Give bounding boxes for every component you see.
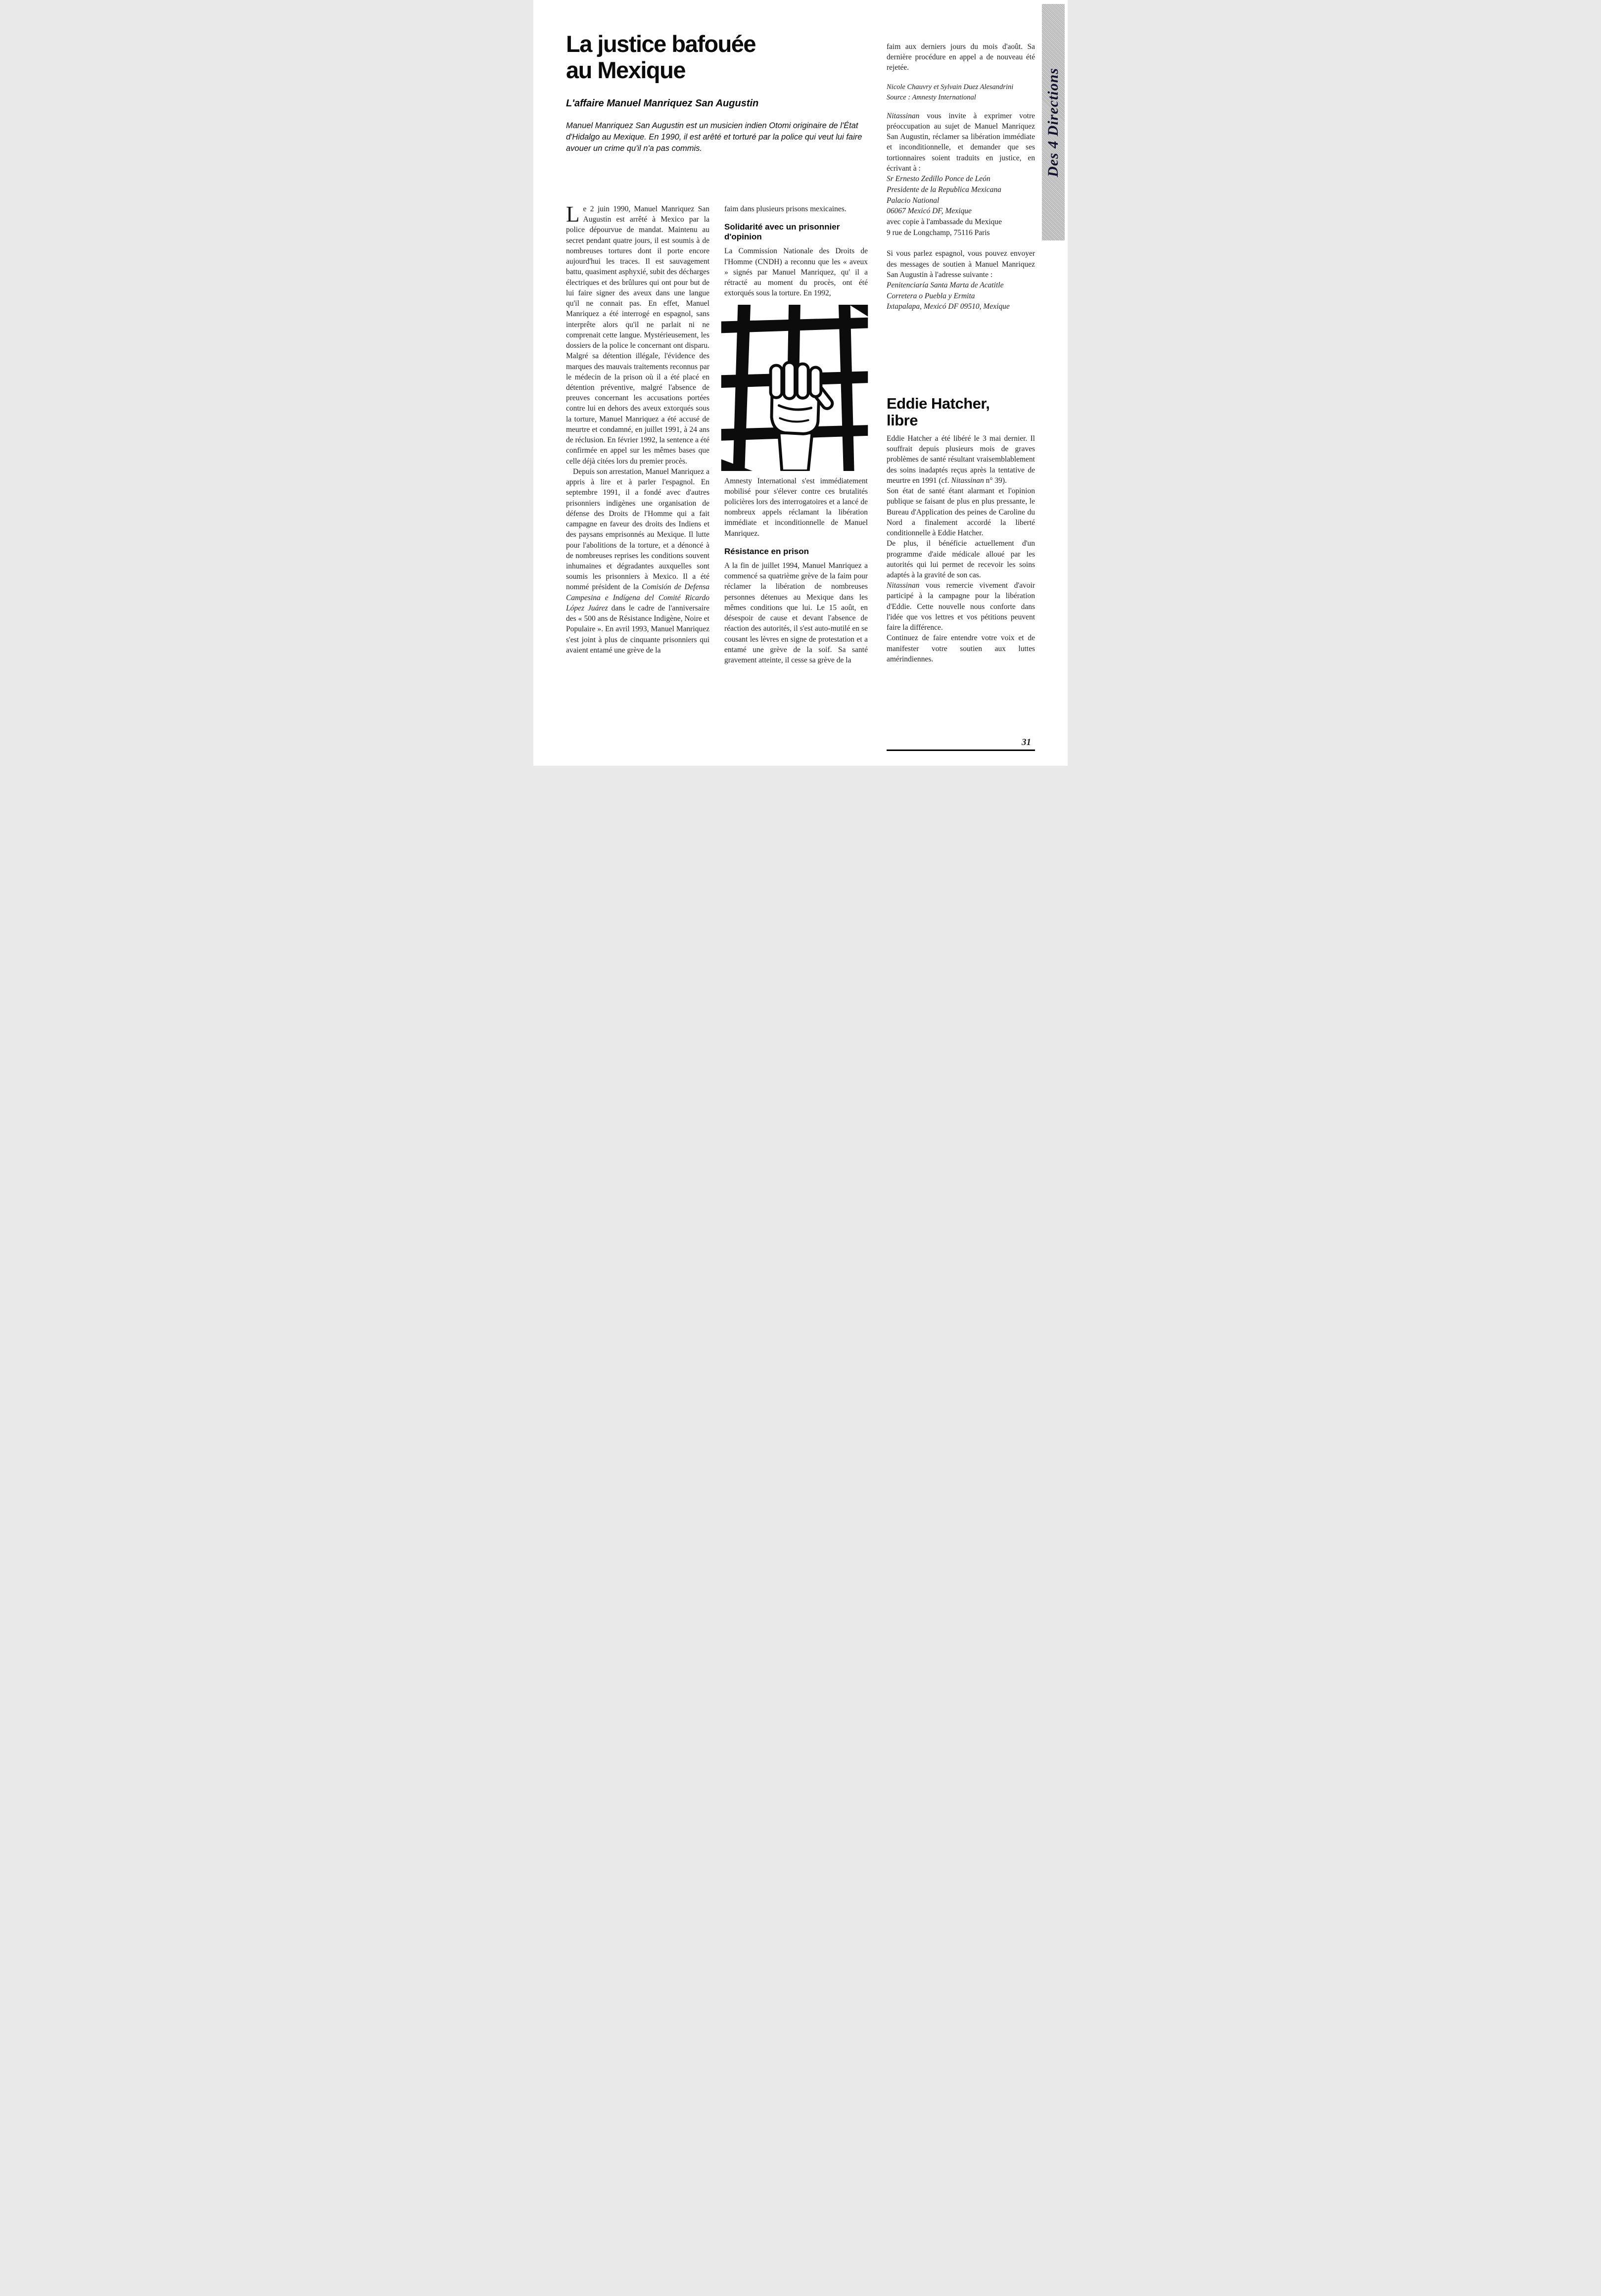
article-eddie-hatcher — [887, 395, 1035, 664]
eddie-title-line1: Eddie Hatcher, — [887, 395, 990, 413]
body-paragraph: Continuez de faire entendre votre voix et de manifester votre soutien aux luttes amérindiennes. — [887, 634, 1035, 663]
body-paragraph — [566, 204, 709, 467]
paragraph-text: dans le cadre de l'anniversaire des « 500 ans de Résistance Indigène, Noire et Populaire ». En avril 1993, Manuel Manriquez s'est joint à plus de cinquante prisonniers qui avaient entamé une grève de la — [566, 604, 709, 655]
column-1 — [566, 204, 709, 656]
address-president — [887, 174, 1035, 217]
column-3 — [887, 42, 1035, 664]
eddie-title — [887, 395, 1035, 428]
column-2 — [724, 204, 868, 665]
copy-note — [887, 217, 1035, 238]
organization-name: Comisión de Defensa Campesina e Indígena del Comité Ricardo López Juárez — [566, 583, 709, 612]
body-paragraph — [566, 467, 709, 656]
address-line: Sr Ernesto Zedillo Ponce de León — [887, 175, 990, 184]
body-paragraph: faim aux derniers jours du mois d'août. Sa dernière procédure en appel a de nouveau été rejetée. — [887, 43, 1035, 72]
address-line: 06067 Mexicó DF, Mexique — [887, 207, 972, 216]
address-line: Corretera o Puebla y Ermita — [887, 291, 975, 300]
page-title — [566, 31, 873, 83]
byline-authors: Nicole Chauvry et Sylvain Duez Alesandrini — [887, 83, 1014, 91]
section-banner — [1042, 4, 1065, 240]
hand-on-bars-illustration — [720, 305, 869, 471]
body-paragraph: Si vous parlez espagnol, vous pouvez envoyer des messages de soutien à Manuel Manriquez San Augustin à l'adresse suivante : — [887, 249, 1035, 279]
title-line-1: La justice bafouée — [566, 31, 756, 57]
magazine-page — [533, 0, 1068, 766]
article-header — [566, 31, 873, 155]
address-line: Palacio National — [887, 196, 940, 205]
body-paragraph: faim dans plusieurs prisons mexicaines. — [724, 205, 847, 213]
body-paragraph: Amnesty International s'est immédiatement mobilisé pour s'élever contre ces brutalités policières lors des interrogatoires et a lancé de nombreux appels réclamant la libération immédiate et inconditionnelle de Manuel Manriquez. — [724, 476, 868, 538]
copy-note-line: avec copie à l'ambassade du Mexique — [887, 217, 1002, 226]
paragraph-text: vous remercie vivement d'avoir participé à la campagne pour la libération d'Eddie. Cette nouvelle nous conforte dans l'idée que vos lettres et vos pétitions peuvent faire la différence. — [887, 581, 1035, 632]
address-line: Ixtapalapa, Mexicó DF 09510, Mexique — [887, 302, 1010, 311]
body-paragraph — [887, 111, 1035, 174]
paragraph-text: e 2 juin 1990, Manuel Manriquez San Augustin est arrêté à Mexico par la police dépourvue de mandat. Maintenu au secret pendant quatre jours, il est soumis à de nombreuses tortures dont il porte encore aujourd'hui les traces. Il est sauvagement battu, quasiment asphyxié, subit des décharges électriques et des brûlures qui ont pour but de lui faire signer des aveux dans une langue qu'il ne connait pas. En effet, Manuel Manriquez a été interrogé en espagnol, sans interprête alors qu'il ne parlait ni ne comprenait cette langue. Mystérieusement, les dossiers de la police le concernant ont disparu. Malgré sa détention illégale, l'évidence des marques des mauvais traitements reconnus par le médecin de la prison où il a été placé en détention préventive, malgré l'absence de preuves concernant les accusations portées contre lui en dehors des aveux extorqués sous la torture, Manuel Manriquez a été accusé de meurtre et condamné, en juillet 1991, à 24 ans de réclusion. En février 1992, la sentence a été confirmée en appel sur les mêmes bases que celle déjà citées lors du premier procès. — [566, 205, 709, 466]
eddie-title-line2: libre — [887, 411, 918, 429]
copy-note-line: 9 rue de Longchamp, 75116 Paris — [887, 228, 990, 237]
body-paragraph: De plus, il bénéficie actuellement d'un programme d'aide médicale alloué par les autorités qui lui permet de recevoir les soins adaptés à la gravité de son cas. — [887, 539, 1035, 580]
paragraph-text: Eddie Hatcher a été libéré le 3 mai dernier. Il souffrait depuis plusieurs mois de graves problèmes de santé résultant vraisemblablement des soins inadaptés reçus après la tentative de meurtre en 1991 (cf. — [887, 434, 1035, 485]
body-paragraph: Son état de santé étant alarmant et l'opinion publique se faisant de plus en plus pressante, le Bureau d'Application des peines de Caroline du Nord a finalement accordé la liberté conditionnelle à Eddie Hatcher. — [887, 487, 1035, 538]
address-prison — [887, 280, 1035, 312]
paragraph-text: n° 39). — [984, 476, 1007, 485]
subhead-solidarite: Solidarité avec un prisonnier d'opinion — [724, 222, 840, 242]
body-paragraph: A la fin de juillet 1994, Manuel Manriquez a commencé sa quatrième grève de la faim pour réclamer la libération de nombreuses personnes détenues au Mexique dans les mêmes conditions que lui. Le 15 août, en désespoir de cause et devant l'absence de réaction des autorités, il s'est auto-mutilé en se cousant les lèvres en signe de protestation et a entamé une grève de la soif. Sa santé gravement atteinte, il cesse sa grève de la — [724, 561, 868, 665]
drop-cap: L — [566, 202, 580, 227]
body-paragraph — [887, 433, 1035, 486]
title-line-2: au Mexique — [566, 57, 685, 84]
body-paragraph — [887, 580, 1035, 633]
magazine-name: Nitassinan — [887, 581, 920, 590]
photo-hand-on-prison-bars — [720, 305, 869, 471]
magazine-name: Nitassinan — [887, 111, 920, 120]
footer-rule — [887, 750, 1035, 751]
address-line: Penitenciaría Santa Marta de Acatitle — [887, 281, 1004, 289]
article-subtitle: L'affaire Manuel Manriquez San Augustin — [566, 98, 759, 109]
body-paragraph: La Commission Nationale des Droits de l'Homme (CNDH) a reconnu que les « aveux » signés par Manuel Manriquez, qu' il a rétracté au moment du procès, ont été extorqués sous la torture. En 1992, — [724, 247, 868, 298]
page-number: 31 — [1022, 737, 1031, 748]
section-banner-label: Des 4 Directions — [1045, 67, 1061, 177]
subhead-resistance: Résistance en prison — [724, 546, 809, 556]
address-line: Presidente de la Republica Mexicana — [887, 185, 1001, 194]
page-footer — [887, 737, 1035, 751]
paragraph-text: Depuis son arrestation, Manuel Manriquez a appris à lire et à parler l'espagnol. En septembre 1991, il a fondé avec d'autres prisonniers indigènes une organisation de défense des Droits de l'Homme qui a fait campagne en faveur des droits des Indiens et des paysans emprisonnés au Mexique. Il lutte pour l'abolitions de la torture, et a dénoncé à de nombreuses reprises les conditions souvent inhumaines et dégradantes auxquelles sont soumis les prisonniers à Mexico. Il a été nommé président de la — [566, 467, 709, 592]
magazine-name: Nitassinan — [951, 476, 984, 485]
paragraph-text: vous invite à exprimer votre préoccupation au sujet de Manuel Manriquez San Augustin, réclamer sa libération immédiate et inconditionnelle, et demander que ses tortionnaires soient traduits en justice, en écrivant à : — [887, 111, 1035, 173]
article-standfirst: Manuel Manriquez San Augustin est un musicien indien Otomi originaire de l'État d'Hidalgo au Mexique. En 1990, il est arêté et torturé par la police qui veut lui faire avouer un crime qu'il n'a pas commis. — [566, 121, 862, 153]
byline-source: Source : Amnesty International — [887, 93, 976, 101]
byline — [887, 82, 1035, 103]
